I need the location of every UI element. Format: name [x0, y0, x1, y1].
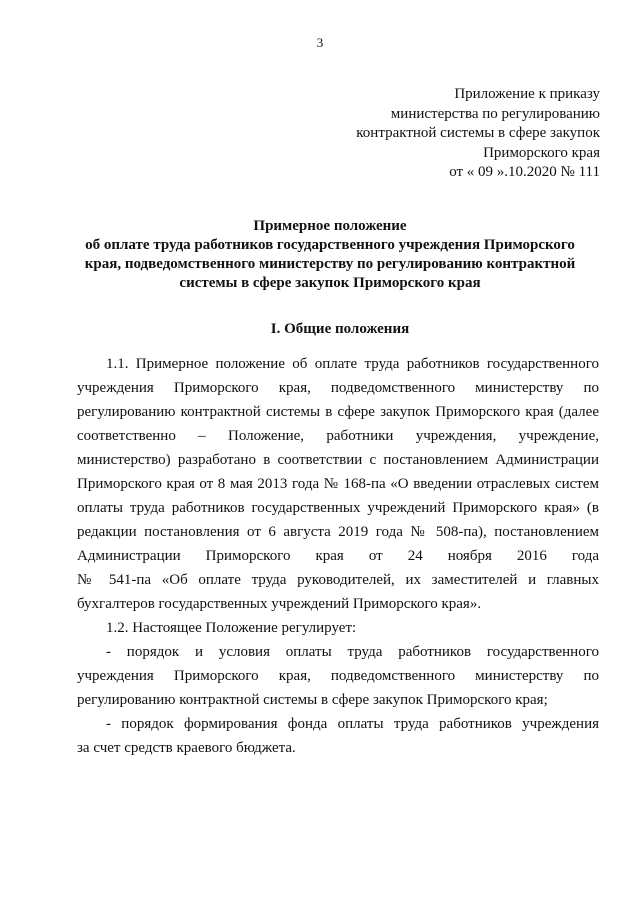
approval-line: Приморского края: [483, 144, 600, 161]
paragraph-line: регулированию контрактной системы в сфере закупок Приморского края;: [77, 692, 548, 708]
paragraph-line: - порядок формирования фонда оплаты труда работников учреждения: [106, 716, 599, 732]
paragraph-line: оплаты труда работников государственных учреждений Приморского края» (в: [77, 500, 599, 516]
paragraph-line: Администрации Приморского края от 24 ноября 2016 года: [77, 548, 599, 564]
paragraph-line: - порядок и условия оплаты труда работников государственного: [106, 644, 599, 660]
paragraph-line: бухгалтеров государственных учреждений Приморского края».: [77, 596, 482, 612]
title-line: Примерное положение: [253, 218, 407, 234]
section-heading: I. Общие положения: [270, 321, 410, 337]
paragraph-line: соответственно – Положение, работники учреждения, учреждение,: [77, 428, 599, 444]
paragraph-line: редакции постановления от 6 августа 2019 года № 508-па), постановлением: [77, 524, 599, 540]
document-title: [60, 217, 600, 293]
paragraph-line: № 541-па «Об оплате труда руководителей, их заместителей и главных: [77, 572, 599, 588]
paragraph-line: регулированию контрактной системы в сфере закупок Приморского края (далее: [77, 404, 599, 420]
body-text: [77, 352, 599, 760]
paragraph-line: учреждения Приморского края, подведомственного министерству по: [77, 668, 599, 684]
paragraph-line: за счет средств краевого бюджета.: [77, 740, 296, 756]
title-line: системы в сфере закупок Приморского края: [179, 275, 481, 291]
paragraph-line: министерство) разработано в соответствии с постановлением Администрации: [77, 452, 599, 468]
paragraph-line: 1.2. Настоящее Положение регулирует:: [106, 620, 357, 636]
page-number: 3: [316, 35, 324, 50]
approval-line: министерства по регулированию: [390, 105, 600, 122]
approval-line: контрактной системы в сфере закупок: [356, 125, 600, 141]
paragraph-line: 1.1. Примерное положение об оплате труда работников государственного: [106, 356, 599, 372]
title-line: края, подведомственного министерству по регулированию контрактной: [84, 256, 576, 272]
approval-date-line: от « 09 ».10.2020 № 111: [449, 164, 600, 180]
title-line: об оплате труда работников государственного учреждения Приморского: [85, 237, 575, 253]
approval-line: Приложение к приказу: [454, 86, 600, 102]
approval-stamp-block: [356, 85, 600, 183]
paragraph-line: учреждения Приморского края, подведомственного министерству по: [77, 380, 599, 396]
paragraph-line: Приморского края от 8 мая 2013 года № 168-па «О введении отраслевых систем: [77, 476, 599, 492]
